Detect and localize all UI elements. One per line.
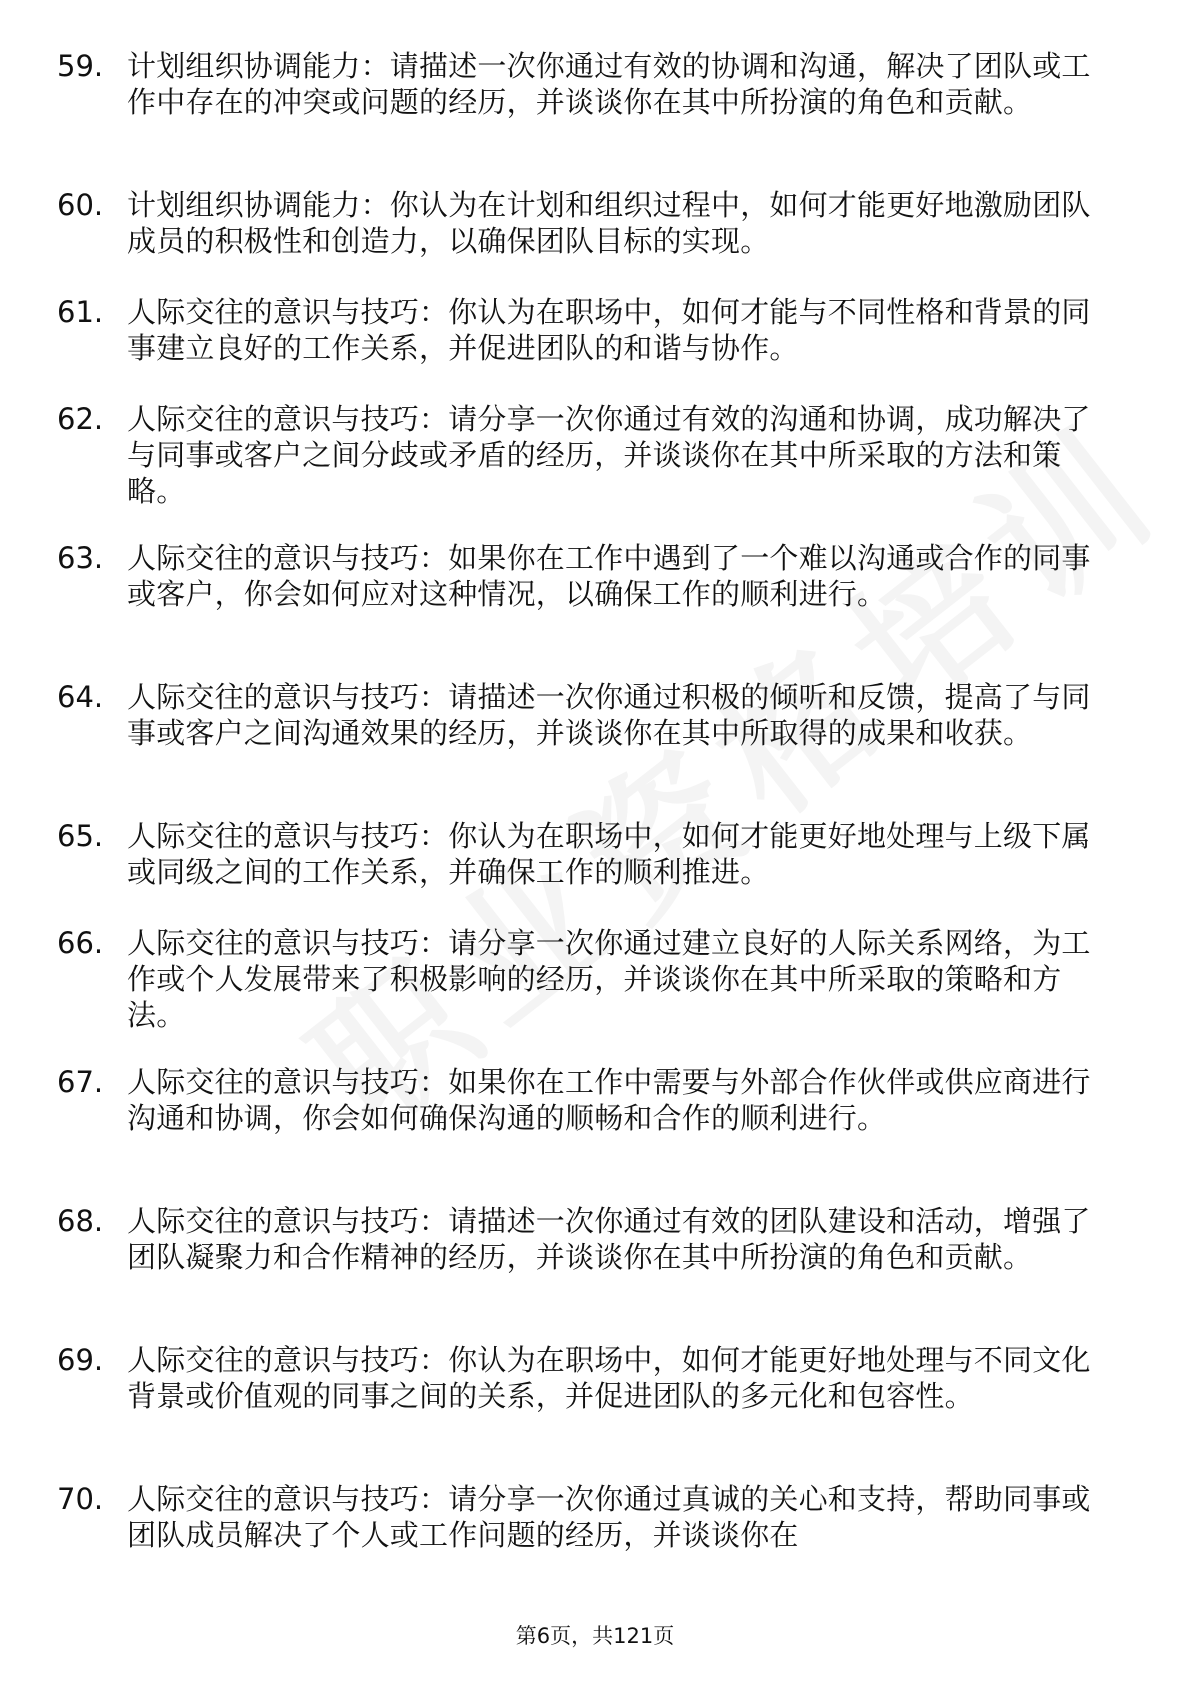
question-text: 人际交往的意识与技巧：请描述一次你通过积极的倾听和反馈，提高了与同事或客户之间沟通效果的经历，并谈谈你在其中所取得的成果和收获。 bbox=[127, 680, 1091, 750]
question-item bbox=[0, 818, 1190, 925]
question-number: 67. bbox=[57, 1065, 104, 1099]
question-text: 人际交往的意识与技巧：如果你在工作中需要与外部合作伙伴或供应商进行沟通和协调，你会如何确保沟通的顺畅和合作的顺利进行。 bbox=[127, 1065, 1091, 1135]
question-number: 64. bbox=[57, 680, 104, 714]
question-number: 66. bbox=[57, 926, 104, 960]
question-item bbox=[0, 1203, 1190, 1342]
question-item bbox=[0, 187, 1190, 294]
question-item bbox=[0, 679, 1190, 818]
question-item bbox=[0, 540, 1190, 679]
question-text: 人际交往的意识与技巧：你认为在职场中，如何才能更好地处理与不同文化背景或价值观的同事之间的关系，并促进团队的多元化和包容性。 bbox=[127, 1343, 1091, 1413]
question-text: 人际交往的意识与技巧：请分享一次你通过真诚的关心和支持，帮助同事或团队成员解决了个人或工作问题的经历，并谈谈你在 bbox=[127, 1482, 1091, 1552]
question-number: 59. bbox=[57, 49, 104, 83]
question-item bbox=[0, 294, 1190, 401]
question-list bbox=[0, 48, 1190, 1591]
question-item bbox=[0, 401, 1190, 540]
question-text: 计划组织协调能力：请描述一次你通过有效的协调和沟通，解决了团队或工作中存在的冲突或问题的经历，并谈谈你在其中所扮演的角色和贡献。 bbox=[127, 49, 1091, 119]
question-item bbox=[0, 925, 1190, 1064]
question-text: 人际交往的意识与技巧：请描述一次你通过有效的团队建设和活动，增强了团队凝聚力和合作精神的经历，并谈谈你在其中所扮演的角色和贡献。 bbox=[127, 1204, 1091, 1274]
question-number: 61. bbox=[57, 295, 104, 329]
question-number: 63. bbox=[57, 541, 104, 575]
page-footer: 第6页，共121页 bbox=[515, 1624, 675, 1648]
question-item bbox=[0, 1481, 1190, 1591]
question-text: 计划组织协调能力：你认为在计划和组织过程中，如何才能更好地激励团队成员的积极性和创造力，以确保团队目标的实现。 bbox=[127, 188, 1091, 258]
question-text: 人际交往的意识与技巧：请分享一次你通过建立良好的人际关系网络，为工作或个人发展带来了积极影响的经历，并谈谈你在其中所采取的策略和方法。 bbox=[127, 926, 1091, 1032]
question-text: 人际交往的意识与技巧：你认为在职场中，如何才能与不同性格和背景的同事建立良好的工作关系，并促进团队的和谐与协作。 bbox=[127, 295, 1091, 365]
question-text: 人际交往的意识与技巧：如果你在工作中遇到了一个难以沟通或合作的同事或客户，你会如何应对这种情况，以确保工作的顺利进行。 bbox=[127, 541, 1091, 611]
question-number: 68. bbox=[57, 1204, 104, 1238]
question-number: 62. bbox=[57, 402, 104, 436]
question-number: 70. bbox=[57, 1482, 104, 1516]
question-item bbox=[0, 1342, 1190, 1481]
question-item bbox=[0, 1064, 1190, 1203]
question-number: 69. bbox=[57, 1343, 104, 1377]
question-item bbox=[0, 48, 1190, 187]
question-number: 60. bbox=[57, 188, 104, 222]
question-text: 人际交往的意识与技巧：请分享一次你通过有效的沟通和协调，成功解决了与同事或客户之间分歧或矛盾的经历，并谈谈你在其中所采取的方法和策略。 bbox=[127, 402, 1091, 508]
question-number: 65. bbox=[57, 819, 104, 853]
question-text: 人际交往的意识与技巧：你认为在职场中，如何才能更好地处理与上级下属或同级之间的工作关系，并确保工作的顺利推进。 bbox=[127, 819, 1091, 889]
